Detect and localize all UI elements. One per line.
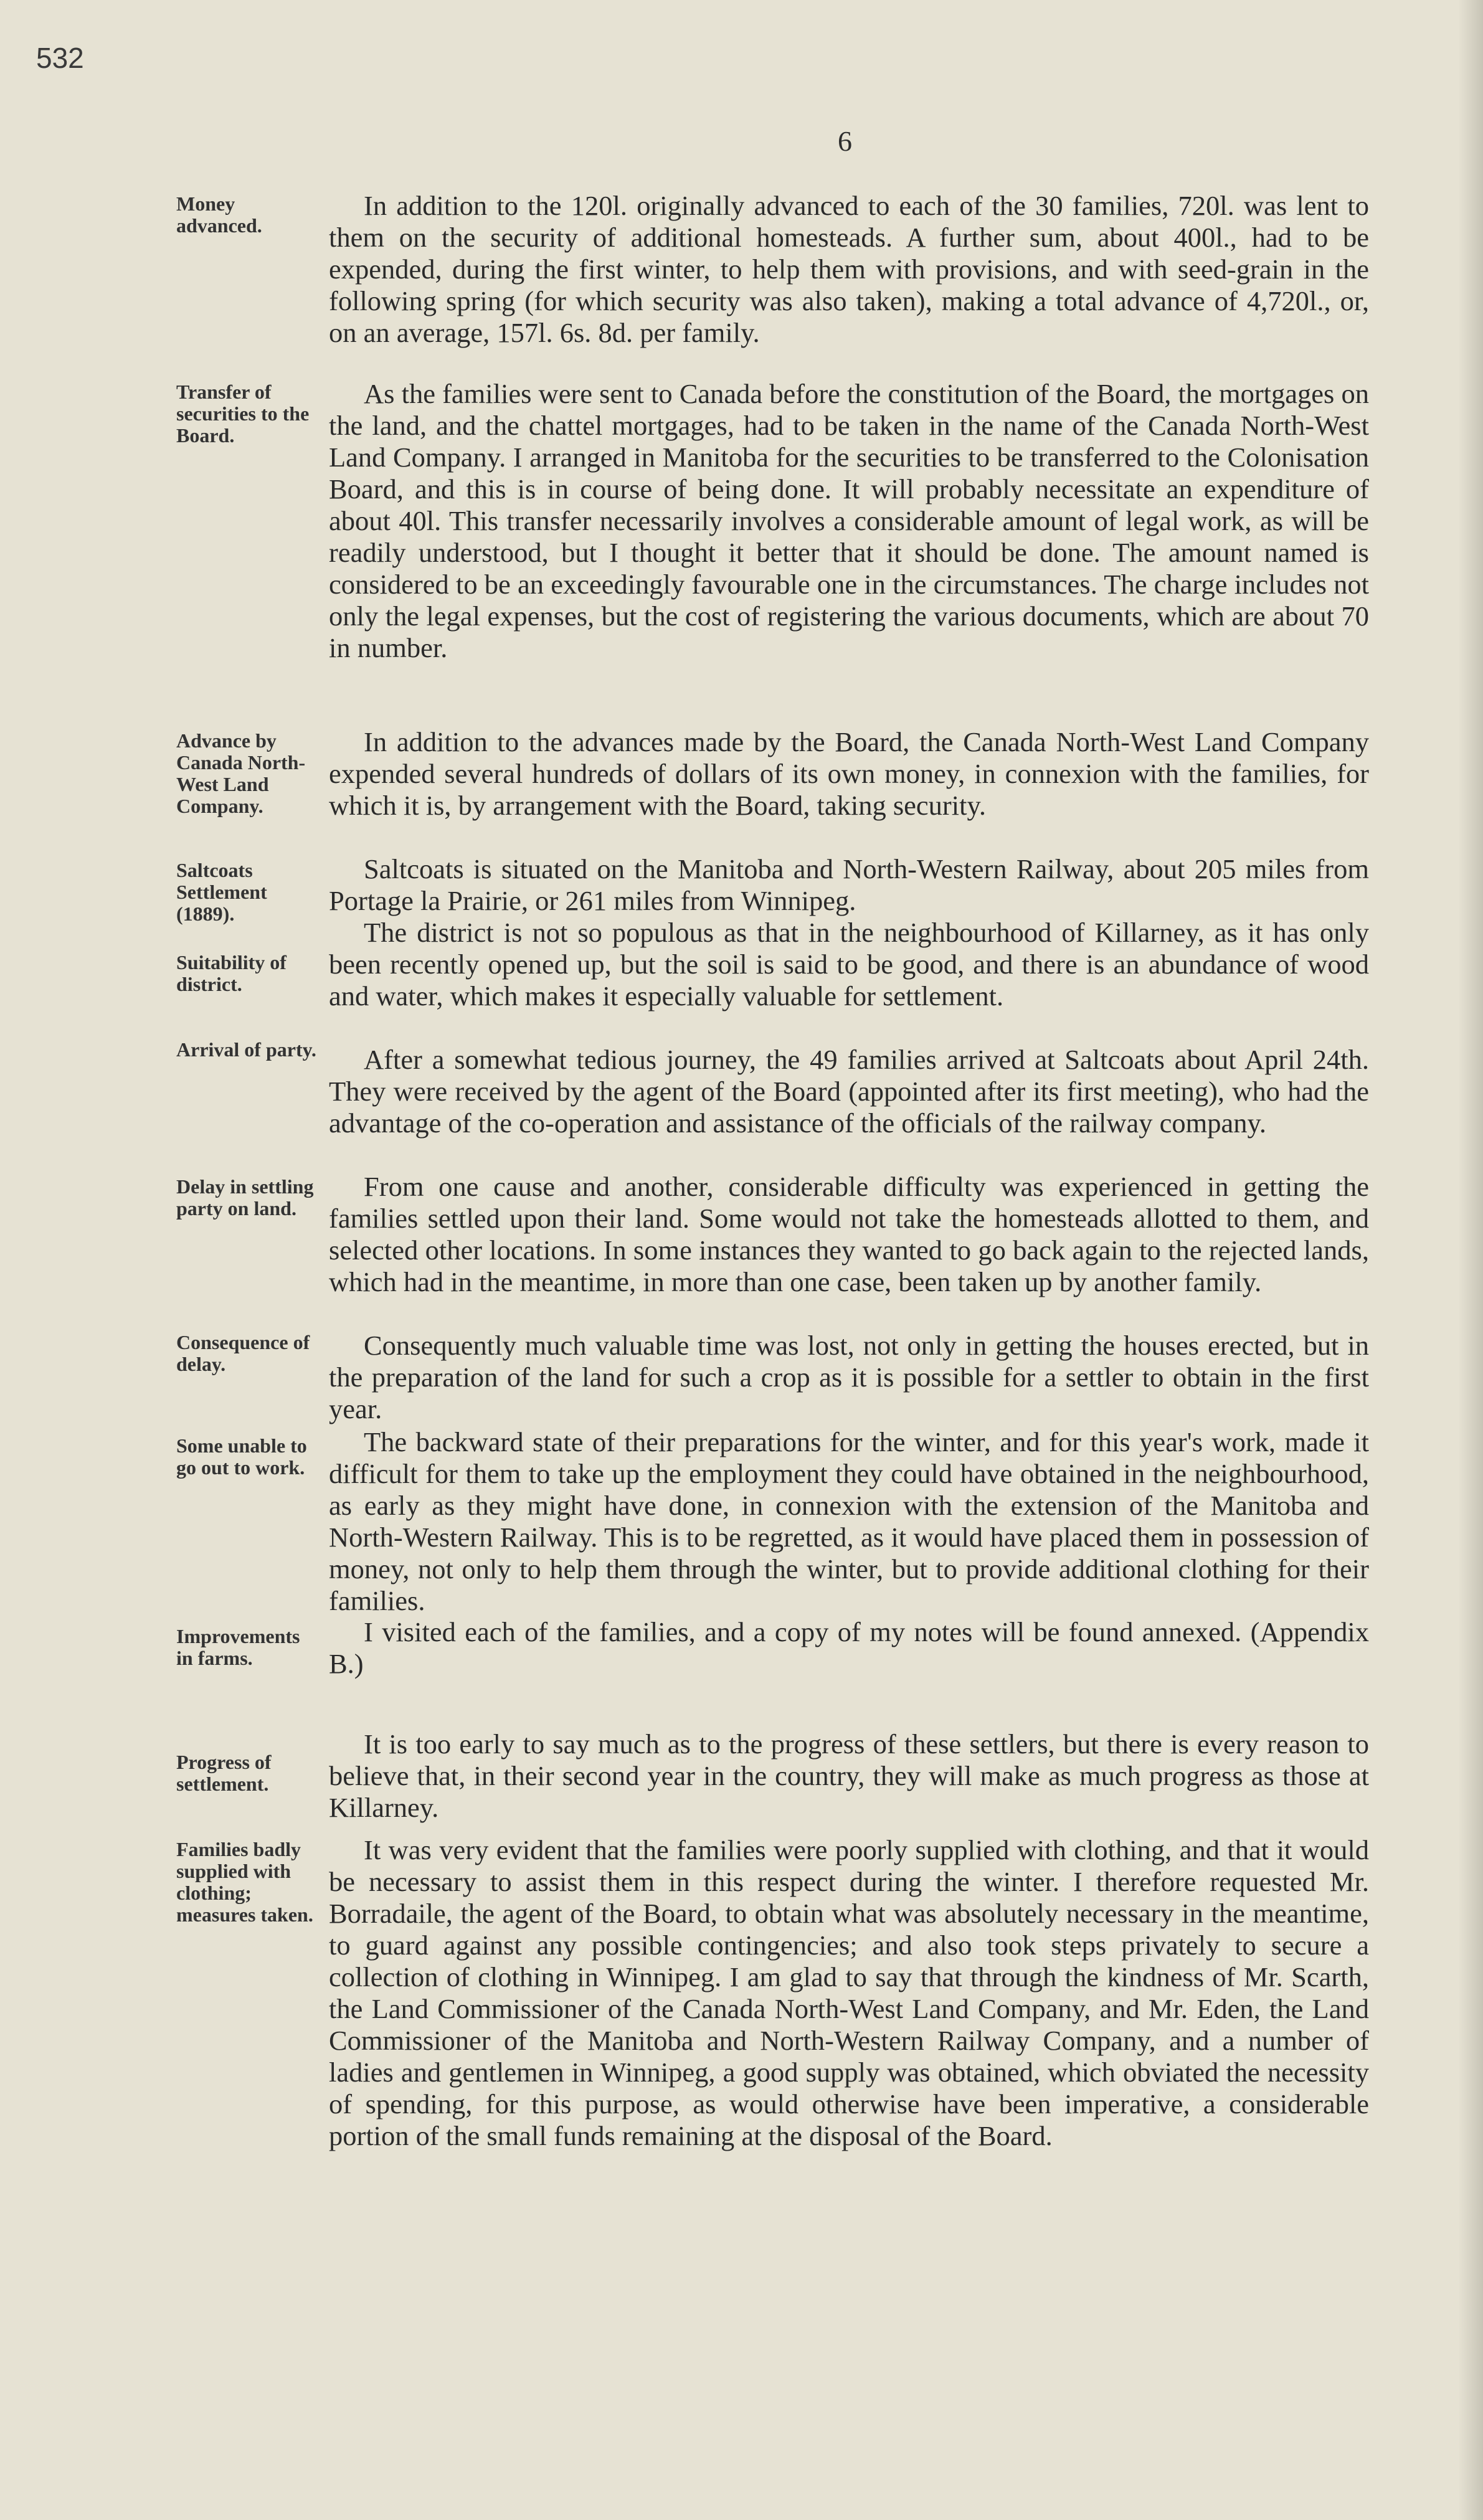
side-note-arrival-of-party: Arrival of party. (176, 1038, 316, 1061)
paragraph-clothing: It was very evident that the families were poorly supplied with clothing, and that it would be necessary to assist them in this respect during the winter. I therefore requested Mr. Borradaile, the agent of the Board, to obtain what was absolutely necessary in the meantime, to guard against any possible contingencies; and also took steps privately to secure a collection of clothing in Winnipeg. I am glad to say that through the kindness of Mr. Scarth, the Land Commissioner of the Canada North-West Land Company, and Mr. Eden, the Land Commissioner of the Manitoba and North-Western Railway Company, and a number of ladies and gentlemen in Winnipeg, a good supply was obtained, which obviated the necessity of spending, for this purpose, as would otherwise have been imperative, a considerable portion of the small funds remaining at the disposal of the Board. (329, 1834, 1369, 2151)
paragraph-transfer-of-securities: As the families were sent to Canada before the constitution of the Board, the mortgages on the land, and the chattel mortgages, had to be taken in the name of the Canada North-West Land Company. I arranged in Manitoba for the securities to be transferred to the Colonisation Board, and this is in course of being done. It will probably necessitate an expenditure of about 40l. This transfer necessarily involves a considerable amount of legal work, as will be readily understood, but I thought it better that it should be done. The amount named is considered to be an exceedingly favourable one in the circumstances. The charge includes not only the legal expenses, but the cost of registering the various documents, which are about 70 in number. (329, 378, 1369, 663)
folio-number: 532 (36, 42, 84, 74)
side-note-transfer-of-securities: Transfer of securities to the Board. (176, 381, 310, 447)
side-note-advance-by-company: Advance by Canada North-West Land Company. (176, 729, 306, 817)
side-note-consequence-of-delay: Consequence of delay. (176, 1331, 310, 1375)
paragraph-delay: From one cause and another, considerable difficulty was experienced in getting the families settled upon their land. Some would not take the homesteads allotted to them, and selected other locations. In some instances they wanted to go back again to the rejected lands, which had in the meantime, in more than one case, been taken up by another family. (329, 1171, 1369, 1297)
paragraph-visited-families: I visited each of the families, and a copy of my notes will be found annexed. (Appendix B.) (329, 1616, 1369, 1679)
paragraph-advance-by-company: In addition to the advances made by the Board, the Canada North-West Land Company expended several hundreds of dollars of its own money, in connexion with the families, for which it is, by arrangement with the Board, taking security. (329, 726, 1369, 821)
side-note-improvements-in-farms: Improvements in farms. (176, 1625, 300, 1669)
side-note-suitability-of-district: Suitability of district. (176, 951, 287, 995)
paragraph-consequence: Consequently much valuable time was lost, not only in getting the houses erected, but in the preparation of the land for such a crop as it is possible for a settler to obtain in the first year. (329, 1330, 1369, 1424)
page-edge-shadow (1458, 0, 1483, 2520)
side-note-progress-of-settlement: Progress of settlement. (176, 1751, 272, 1795)
side-note-delay-in-settling: Delay in settling party on land. (176, 1175, 314, 1220)
side-note-families-clothing: Families badly supplied with clothing; measures taken. (176, 1838, 313, 1926)
page-number: 6 (838, 125, 852, 157)
paragraph-arrival: After a somewhat tedious journey, the 49 families arrived at Saltcoats about April 24th. They were received by the agent of the Board (appointed after its first meeting), who had the advantage of the co-operation and assistance of the officials of the railway company. (329, 1044, 1369, 1139)
paragraph-saltcoats: Saltcoats is situated on the Manitoba and North-Western Railway, about 205 miles from Portage la Prairie, or 261 miles from Winnipeg. (329, 853, 1369, 916)
paragraph-money-advanced: In addition to the 120l. originally advanced to each of the 30 families, 720l. was lent to them on the security of additional homesteads. A further sum, about 400l., had to be expended, during the first winter, to help them with provisions, and with seed-grain in the following spring (for which security was also taken), making a total advance of 4,720l., or, on an average, 157l. 6s. 8d. per family. (329, 190, 1369, 348)
side-note-money-advanced: Money advanced. (176, 192, 262, 237)
side-note-saltcoats-settlement: Saltcoats Settlement (1889). (176, 859, 267, 925)
paragraph-progress: It is too early to say much as to the progress of these settlers, but there is every reason to believe that, in their second year in the country, they will make as much progress as those at Killarney. (329, 1728, 1369, 1823)
side-note-unable-to-work: Some unable to go out to work. (176, 1434, 307, 1479)
paragraph-district: The district is not so populous as that in the neighbourhood of Killarney, as it has only been recently opened up, but the soil is said to be good, and there is an abundance of wood and water, which makes it especially valuable for settlement. (329, 917, 1369, 1011)
paragraph-unable-to-work: The backward state of their preparations for the winter, and for this year's work, made it difficult for them to take up the employment they could have obtained in the neighbourhood, as early as they might have done, in connexion with the extension of the Manitoba and North-Western Railway. This is to be regretted, as it would have placed them in possession of money, not only to help them through the winter, but to provide additional clothing for their families. (329, 1426, 1369, 1616)
